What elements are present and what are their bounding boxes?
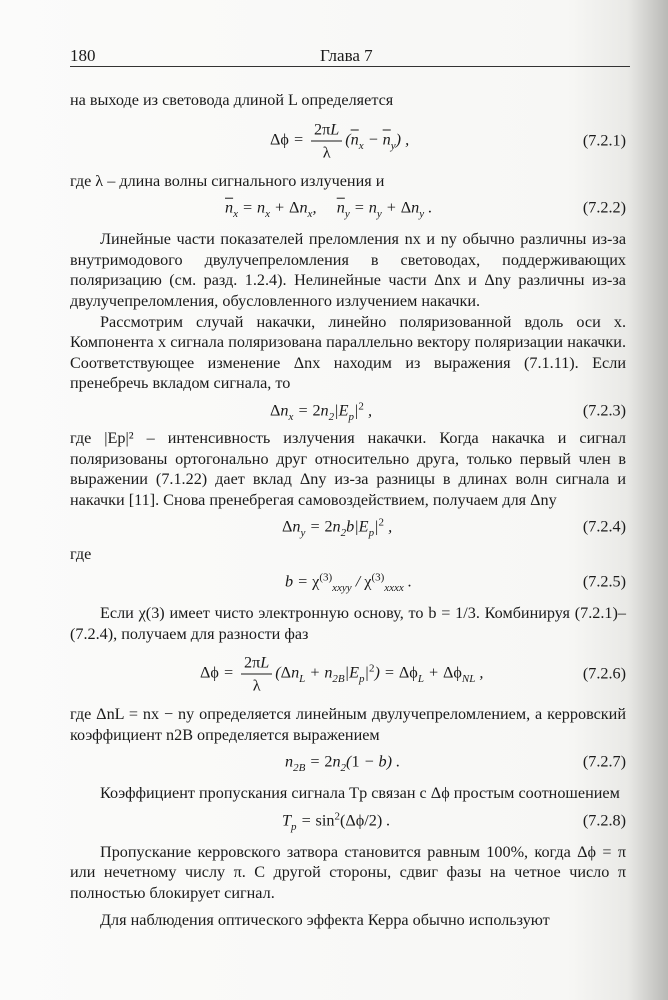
equation-number: (7.2.3) <box>582 401 626 420</box>
paragraph-2: Линейные части показателей преломления nx и ny обычно различны из-за внутримодового двулучепреломления в световодах, поддерживающих поляризацию (см. разд. 1.2.4). Нелинейные части Δnx и Δny различны из-за двулучепреломления, обусловленного излучением накачки. <box>70 230 626 310</box>
paragraph-4: где |Ep|² – интенсивность излучения накачки. Когда накачка и сигнал поляризованы ортогонально друг относительно друга, только первый член в выражении (7.1.22) дает вклад Δny из-за разницы в длинах волн сигнала и накачки [11]. Снова пренебрегая самовоздействием, получаем для Δny <box>70 428 626 509</box>
equation-number: (7.2.4) <box>582 518 626 537</box>
equation-number: (7.2.6) <box>582 664 626 683</box>
equation-body: $\overline{n}_x = n_x + \Delta n_x$, $\overline{n}_y = n_y + \Delta n_y$ . <box>225 198 433 221</box>
paragraph-0: на выходе из световода длиной L определяется <box>70 91 394 109</box>
equation-7-2-1 <box>70 113 626 169</box>
chapter-title: Глава 7 <box>320 46 373 65</box>
equation-7-2-7 <box>70 747 626 777</box>
equation-7-2-8 <box>70 806 626 836</box>
header-rule <box>70 66 630 67</box>
equation-number: (7.2.1) <box>582 131 626 150</box>
equation-number: (7.2.8) <box>582 811 626 830</box>
page-body <box>70 90 626 930</box>
paragraph-10: Для наблюдения оптического эффекта Керра обычно используют <box>100 910 550 929</box>
equation-number: (7.2.7) <box>582 752 626 771</box>
paragraph-9: Пропускание керровского затвора становится равным 100%, когда Δϕ = π или нечетному числу π. С другой стороны, сдвиг фазы на четное число π полностью блокирует сигнал. <box>70 842 626 903</box>
equation-7-2-3 <box>70 396 626 426</box>
equation-body: $\Delta n_x = 2n_2|E_p|^2$ , <box>270 400 373 423</box>
page-number: 180 <box>70 46 96 65</box>
equation-body: $T_p = \sin^2(\Delta\phi/2)$ . <box>282 810 391 833</box>
paragraph-1: где λ – длина волны сигнального излучения и <box>70 171 385 190</box>
paragraph-3: Рассмотрим случай накачки, линейно поляризованной вдоль оси x. Компонента x сигнала поляризована параллельно вектору поляризации накачки. Соответствующее изменение Δnx находим из выражения (7.1.11). Если пренебречь вкладом сигнала, то <box>70 312 626 393</box>
equation-body: $b = \chi^{(3)}_{xxyy} / \chi^{(3)}_{xxxx}$ . <box>285 571 412 594</box>
equation-7-2-5 <box>70 567 626 597</box>
paragraph-7: где ΔnL = nx − ny определяется линейным двулучепреломлением, а керровский коэффициент n2B определяется выражением <box>70 705 626 744</box>
equation-body: $n_{2B} = 2n_2(1 - b)$ . <box>285 752 401 775</box>
equation-7-2-4 <box>70 512 626 542</box>
equation-body: Δϕ = $\frac{2\pi L}{\lambda}$ $(\overline{n}_x - \overline{n}_y)$ , <box>270 120 410 162</box>
equation-number: (7.2.5) <box>582 572 626 591</box>
equation-number: (7.2.2) <box>582 198 626 217</box>
equation-body: $\Delta n_y = 2n_2b|E_p|^2$ , <box>282 516 393 540</box>
equation-7-2-2 <box>70 193 626 223</box>
running-header <box>70 44 630 68</box>
paragraph-6: Если χ(3) имеет чисто электронную основу, то b = 1/3. Комбинируя (7.2.1)–(7.2.4), получаем для разности фаз <box>70 603 626 643</box>
paragraph-5: где <box>70 545 92 564</box>
equation-7-2-6 <box>70 646 626 702</box>
paragraph-8: Коэффициент пропускания сигнала Tp связан с Δϕ простым соотношением <box>100 784 620 803</box>
equation-body: Δϕ = $\frac{2\pi L}{\lambda}$ $(\Delta n_L + n_{2B}|E_p|^2) = \Delta\phi_L + \Delta\phi_{NL}$ , <box>200 653 484 695</box>
